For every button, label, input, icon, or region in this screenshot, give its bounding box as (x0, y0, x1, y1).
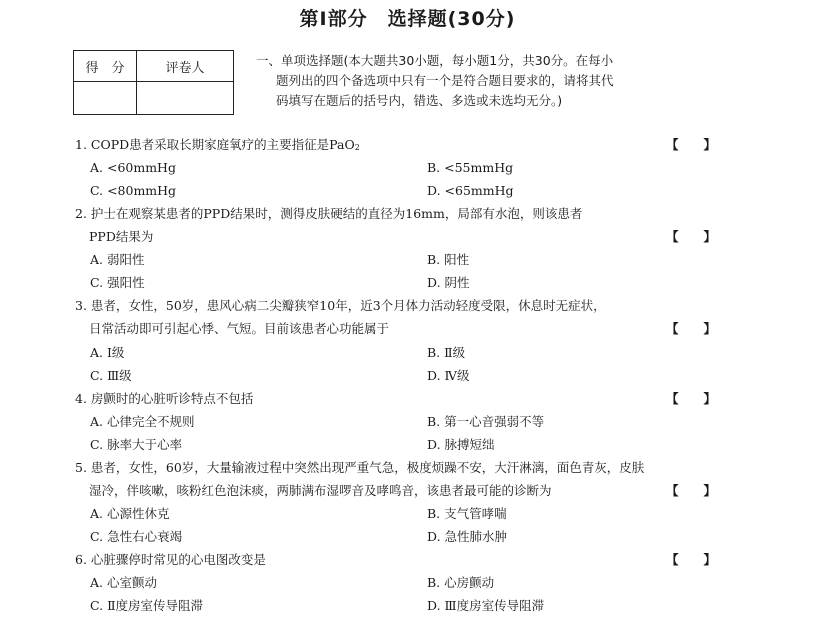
q3-option-b[interactable]: B. Ⅱ级 (427, 345, 466, 360)
q5-option-d[interactable]: D. 急性肺水肿 (427, 529, 508, 544)
q6-option-c[interactable]: C. Ⅱ度房室传导阻滞 (90, 598, 204, 613)
subscript: 2 (354, 143, 360, 152)
answer-bracket-3[interactable]: 【 】 (666, 321, 717, 336)
question-6-text: 6. 心脏骤停时常见的心电图改变是 (75, 552, 266, 567)
question-3-text-line1: 3. 患者，女性，50岁，患风心病二尖瓣狭窄10年，近3个月体力活动轻度受限，休息时无症状， (75, 298, 606, 313)
answer-bracket-4[interactable]: 【 】 (666, 391, 717, 406)
answer-bracket-2[interactable]: 【 】 (666, 229, 717, 244)
q2-option-c[interactable]: C. 强阳性 (90, 275, 145, 290)
q1-option-d[interactable]: D. <65mmHg (427, 183, 514, 198)
q4-option-d[interactable]: D. 脉搏短绌 (427, 437, 495, 452)
q6-option-d[interactable]: D. Ⅲ度房室传导阻滞 (427, 598, 545, 613)
instructions-line-3: 码填写在题后的括号内，错选、多选或未选均无分。) (276, 93, 563, 108)
q3-option-d[interactable]: D. Ⅳ级 (427, 368, 470, 383)
score-cell[interactable] (74, 82, 137, 115)
section-instructions (256, 51, 726, 111)
q3-option-c[interactable]: C. Ⅲ级 (90, 368, 132, 383)
q5-option-a[interactable]: A. 心源性休克 (90, 506, 170, 521)
question-5-text-line1: 5. 患者，女性，60岁，大量输液过程中突然出现严重气急，极度烦躁不安，大汗淋漓，面色青灰，皮肤 (75, 460, 645, 475)
question-4-text: 4. 房颤时的心脏听诊特点不包括 (75, 391, 254, 406)
instructions-line-1: 一、单项选择题(本大题共30小题，每小题1分，共30分。在每小 (256, 53, 614, 68)
q2-option-b[interactable]: B. 阳性 (427, 252, 470, 267)
question-2-text-line1: 2. 护士在观察某患者的PPD结果时，测得皮肤硬结的直径为16mm，局部有水泡，则该患者 (75, 206, 583, 221)
q5-option-b[interactable]: B. 支气管哮喘 (427, 506, 507, 521)
section-title: 第Ⅰ部分 选择题(30分) (299, 8, 516, 30)
q6-option-a[interactable]: A. 心室颤动 (90, 575, 157, 590)
question-5-text-line2: 湿冷，伴咳嗽，咳粉红色泡沫痰，两肺满布湿啰音及哮鸣音，该患者最可能的诊断为 (89, 483, 552, 498)
answer-bracket-5[interactable]: 【 】 (666, 483, 717, 498)
answer-bracket-1[interactable]: 【 】 (666, 137, 717, 152)
grader-label: 评卷人 (137, 51, 234, 82)
q1-option-a[interactable]: A. <60mmHg (90, 160, 176, 175)
q4-option-a[interactable]: A. 心律完全不规则 (90, 414, 195, 429)
q1-option-b[interactable]: B. <55mmHg (427, 160, 514, 175)
score-label: 得 分 (74, 51, 137, 82)
question-2-text-line2: PPD结果为 (89, 229, 154, 244)
score-table (73, 50, 234, 115)
q4-option-b[interactable]: B. 第一心音强弱不等 (427, 414, 545, 429)
q5-option-c[interactable]: C. 急性右心衰竭 (90, 529, 183, 544)
question-1-text: 1. COPD患者采取长期家庭氧疗的主要指征是PaO$_2$ (75, 137, 360, 152)
q3-option-a[interactable]: A. Ⅰ级 (90, 345, 125, 360)
q6-option-b[interactable]: B. 心房颤动 (427, 575, 495, 590)
question-3-text-line2: 日常活动即可引起心悸、气短。目前该患者心功能属于 (89, 321, 390, 336)
grader-cell[interactable] (137, 82, 234, 115)
instructions-line-2: 题列出的四个备选项中只有一个是符合题目要求的，请将其代 (276, 73, 614, 88)
q2-option-a[interactable]: A. 弱阳性 (90, 252, 145, 267)
q1-option-c[interactable]: C. <80mmHg (90, 183, 177, 198)
answer-bracket-6[interactable]: 【 】 (666, 552, 717, 567)
q2-option-d[interactable]: D. 阴性 (427, 275, 470, 290)
q4-option-c[interactable]: C. 脉率大于心率 (90, 437, 183, 452)
